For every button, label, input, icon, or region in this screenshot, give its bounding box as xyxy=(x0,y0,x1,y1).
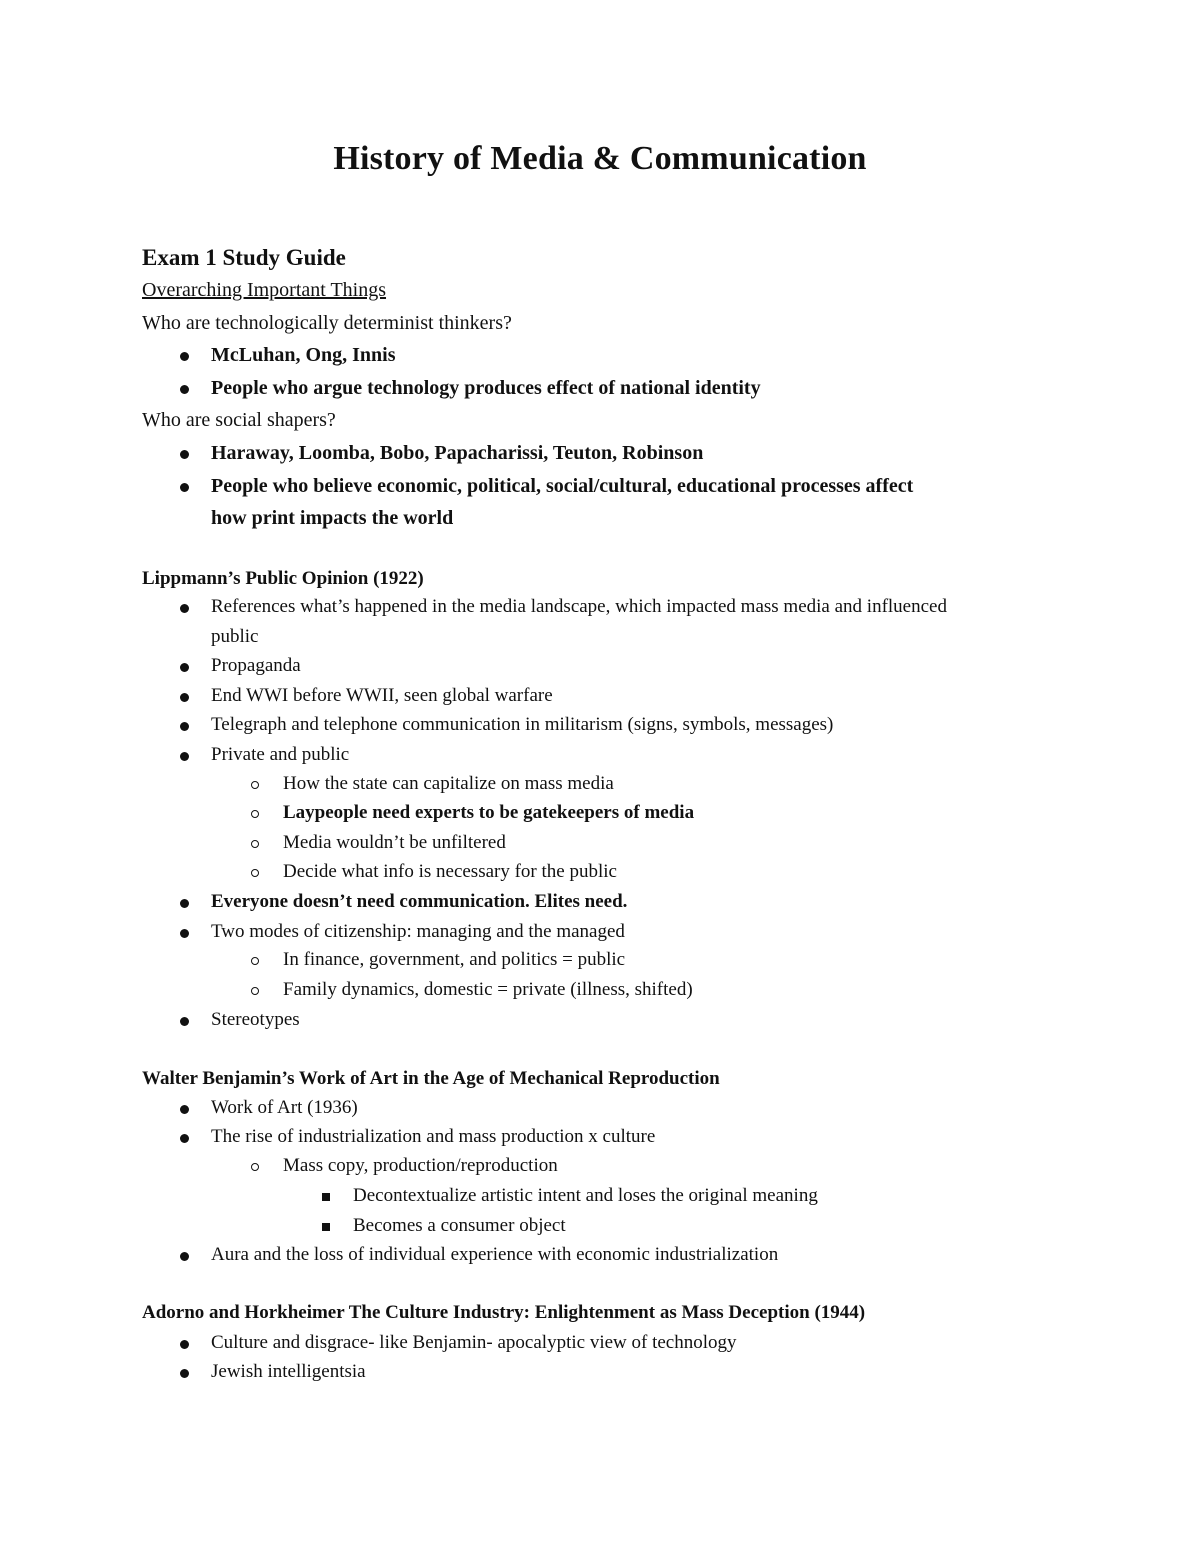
bullet-disc xyxy=(180,385,189,394)
bullet-square xyxy=(322,1223,330,1231)
document-title: History of Media & Communication xyxy=(333,140,867,177)
bullet-disc xyxy=(180,693,189,702)
bullet-disc xyxy=(180,1017,189,1026)
bullet-disc xyxy=(180,1105,189,1114)
bullet-disc xyxy=(180,929,189,938)
list-item: People who argue technology produces effect of national identity xyxy=(211,377,761,399)
list-item: Telegraph and telephone communication in militarism (signs, symbols, messages) xyxy=(211,714,834,735)
bullet-disc xyxy=(180,752,189,761)
list-item: Stereotypes xyxy=(211,1009,300,1030)
bullet-circle xyxy=(251,869,259,877)
list-item: Two modes of citizenship: managing and the managed xyxy=(211,921,625,942)
bullet-circle xyxy=(251,840,259,848)
sub-sub-list-item: Becomes a consumer object xyxy=(353,1215,566,1236)
list-item-continuation: how print impacts the world xyxy=(211,507,454,529)
exam-heading: Exam 1 Study Guide xyxy=(142,245,346,270)
sub-sub-list-item: Decontextualize artistic intent and loses the original meaning xyxy=(353,1185,818,1206)
list-item: People who believe economic, political, social/cultural, educational processes affect xyxy=(211,475,914,497)
list-item-continuation: public xyxy=(211,626,259,647)
bullet-disc xyxy=(180,899,189,908)
list-item: McLuhan, Ong, Innis xyxy=(211,344,396,366)
sub-list-item: Decide what info is necessary for the public xyxy=(283,861,617,882)
bullet-disc xyxy=(180,604,189,613)
list-item: Culture and disgrace- like Benjamin- apocalyptic view of technology xyxy=(211,1332,737,1353)
list-item: End WWI before WWII, seen global warfare xyxy=(211,685,553,706)
bullet-disc xyxy=(180,1252,189,1261)
bullet-disc xyxy=(180,722,189,731)
bullet-circle xyxy=(251,987,259,995)
list-item: Work of Art (1936) xyxy=(211,1097,358,1118)
bullet-square xyxy=(322,1193,330,1201)
sub-list-item: How the state can capitalize on mass media xyxy=(283,773,614,794)
bullet-circle xyxy=(251,1163,259,1171)
sub-list-item: Media wouldn’t be unfiltered xyxy=(283,832,506,853)
sub-list-item: Laypeople need experts to be gatekeepers of media xyxy=(283,802,695,823)
bullet-circle xyxy=(251,810,259,818)
bullet-circle xyxy=(251,957,259,965)
question-social-shapers: Who are social shapers? xyxy=(142,409,336,431)
bullet-disc xyxy=(180,483,189,492)
bullet-disc xyxy=(180,1134,189,1143)
bullet-disc xyxy=(180,1340,189,1349)
list-item: Aura and the loss of individual experience with economic industrialization xyxy=(211,1244,779,1265)
list-item: Jewish intelligentsia xyxy=(211,1361,366,1382)
list-item: Haraway, Loomba, Bobo, Papacharissi, Teuton, Robinson xyxy=(211,442,704,464)
section-heading-lippmann: Lippmann’s Public Opinion (1922) xyxy=(142,568,424,589)
list-item: Private and public xyxy=(211,744,350,765)
overarching-heading: Overarching Important Things xyxy=(142,279,387,301)
list-item: The rise of industrialization and mass production x culture xyxy=(211,1126,656,1147)
sub-list-item: In finance, government, and politics = public xyxy=(283,949,626,970)
list-item: Propaganda xyxy=(211,655,301,676)
bullet-disc xyxy=(180,663,189,672)
bullet-disc xyxy=(180,1369,189,1378)
list-item: Everyone doesn’t need communication. Elites need. xyxy=(211,891,628,912)
list-item: References what’s happened in the media landscape, which impacted mass media and influenced xyxy=(211,596,947,617)
sub-list-item: Family dynamics, domestic = private (illness, shifted) xyxy=(283,979,693,1000)
bullet-disc xyxy=(180,352,189,361)
bullet-disc xyxy=(180,450,189,459)
bullet-circle xyxy=(251,781,259,789)
section-heading-benjamin: Walter Benjamin’s Work of Art in the Age of Mechanical Reproduction xyxy=(142,1068,720,1089)
question-determinist: Who are technologically determinist thinkers? xyxy=(142,312,512,334)
sub-list-item: Mass copy, production/reproduction xyxy=(283,1155,558,1176)
section-heading-adorno: Adorno and Horkheimer The Culture Industry: Enlightenment as Mass Deception (1944) xyxy=(142,1302,866,1323)
